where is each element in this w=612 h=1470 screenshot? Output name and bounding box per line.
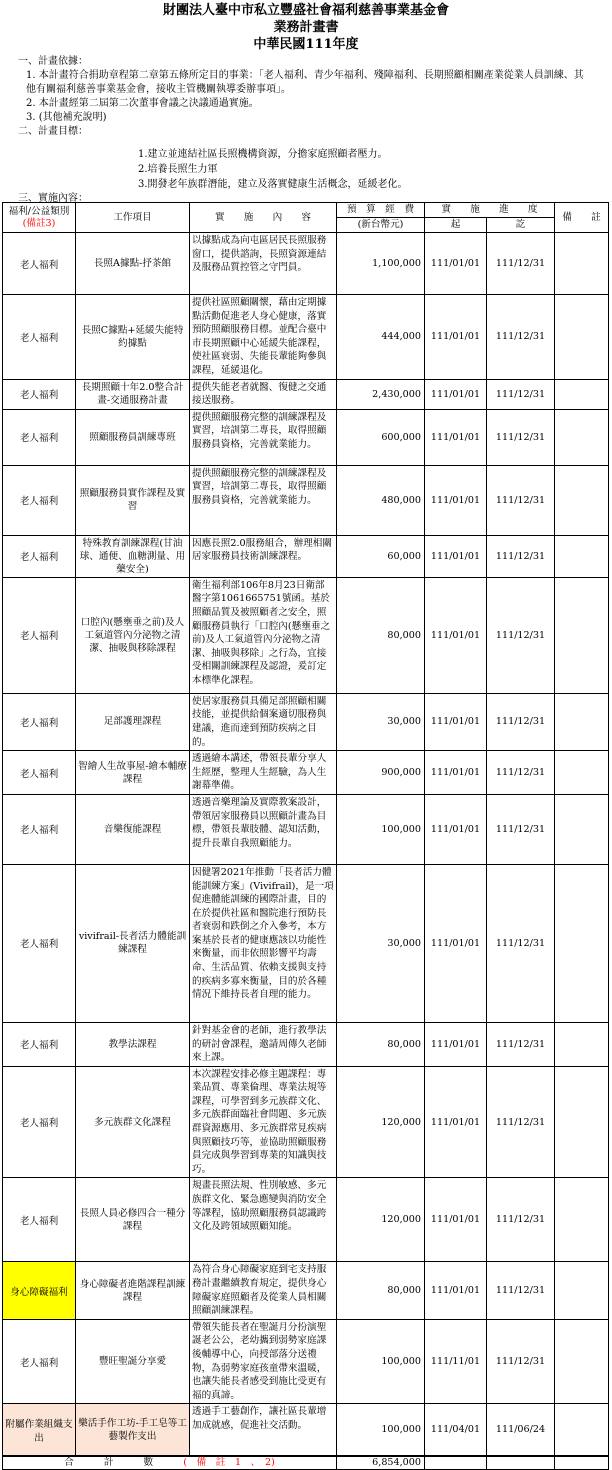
row-work-item: 長期照顧十年2.0整合計畫-交通服務計畫	[76, 379, 190, 409]
total-amount: 6,854,000	[337, 1456, 425, 1470]
row-start-date: 111/01/01	[425, 1022, 487, 1066]
row-content: 提供社區照顧關懷，藉由定期據點活動促進老人身心健康，落實預防照顧服務目標。並配合臺中市長期照顧中心延緩失能課程，使社區衰弱、失能長輩能夠參與課程，延緩退化。	[190, 295, 337, 380]
row-budget: 444,000	[337, 295, 425, 380]
row-work-item: 教學法課程	[76, 1022, 190, 1066]
table-row	[3, 1319, 609, 1404]
row-content: 透過音樂理論及實際教案設計，帶領居家服務員以照顧計畫為目標，帶領長輩肢體、認知活動，提升長輩自我照顧能力。	[190, 794, 337, 864]
row-work-item: 音樂復能課程	[76, 794, 190, 864]
row-category: 老人福利	[3, 295, 76, 380]
table-row	[3, 379, 609, 409]
row-work-item: 長照C據點+延緩失能特約據點	[76, 295, 190, 380]
row-work-item: 照顧服務員訓練專班	[76, 409, 190, 465]
row-content: 透過繪本講述，帶領長輩分享人生經歷，整理人生經驗，為人生謝幕準備。	[190, 751, 337, 795]
goals-title: 二、計畫目標：	[18, 126, 88, 137]
row-start-date: 111/01/01	[425, 794, 487, 864]
row-start-date: 111/01/01	[425, 1178, 487, 1262]
row-end-date: 111/12/31	[487, 1262, 555, 1319]
row-work-item: 長照A據點-抒茶館	[76, 233, 190, 295]
table-row	[3, 295, 609, 380]
goal-item-3: 3.開發老年族群潛能，建立及落實健康生活概念，延緩老化。	[138, 179, 408, 190]
table-row	[3, 693, 609, 750]
row-end-date: 111/12/31	[487, 577, 555, 693]
row-remarks	[555, 794, 609, 864]
row-start-date: 111/01/01	[425, 379, 487, 409]
organization-name: 財團法人臺中市私立豐盛社會福利慈善事業基金會	[162, 3, 449, 18]
total-note: ( 備 註 1 、 2)	[183, 1456, 275, 1468]
row-category: 老人福利	[3, 1178, 76, 1262]
row-start-date: 111/01/01	[425, 751, 487, 795]
row-budget: 1,100,000	[337, 233, 425, 295]
row-category: 老人福利	[3, 233, 76, 295]
row-budget: 80,000	[337, 1262, 425, 1319]
header-end: 訖	[487, 218, 555, 233]
total-label: 合 計 數 ( 備 註 1 、 2)	[3, 1456, 337, 1470]
table-row	[3, 751, 609, 795]
row-end-date: 111/12/31	[487, 465, 555, 535]
row-work-item: 足部護理課程	[76, 693, 190, 750]
row-end-date: 111/12/31	[487, 1319, 555, 1404]
row-content: 提供照顧服務完整的訓練課程及實習，培訓第二專長，取得照顧服務員資格，完善就業能力。	[190, 409, 337, 465]
row-budget: 120,000	[337, 1178, 425, 1262]
row-end-date: 111/12/31	[487, 864, 555, 1022]
header-start: 起	[425, 218, 487, 233]
table-row	[3, 1178, 609, 1262]
plan-table	[2, 202, 609, 1470]
table-row	[3, 577, 609, 693]
row-category: 老人福利	[3, 1022, 76, 1066]
row-category: 老人福利	[3, 794, 76, 864]
header-work-item: 工作項目	[76, 203, 190, 233]
row-content: 提供失能老者就醫、復健之交通接送服務。	[190, 379, 337, 409]
row-category: 附屬作業組織支出	[3, 1404, 76, 1456]
header-budget-unit: (新台幣元)	[337, 218, 425, 233]
row-work-item: 樂活手作工坊-手工皂等工藝製作支出	[76, 1404, 190, 1456]
row-category: 老人福利	[3, 409, 76, 465]
row-content: 使居家服務員具備足部照顧相關技能，並提供給個案適切服務與建議，進而達到預防疾病之目的。	[190, 693, 337, 750]
row-budget: 30,000	[337, 864, 425, 1022]
row-content: 為符合身心障礙家庭到宅支持服務計畫繼續教育規定，提供身心障礙家庭照顧者及從業人員相關照顧訓練課程。	[190, 1262, 337, 1319]
table-row	[3, 233, 609, 295]
row-budget: 120,000	[337, 1066, 425, 1178]
row-content: 因應長照2.0服務組合，辦理相關居家服務員技術訓練課程。	[190, 535, 337, 577]
row-start-date: 111/01/01	[425, 864, 487, 1022]
row-remarks	[555, 465, 609, 535]
row-remarks	[555, 535, 609, 577]
row-end-date: 111/12/31	[487, 1066, 555, 1178]
table-row	[3, 1262, 609, 1319]
row-category: 老人福利	[3, 465, 76, 535]
row-category: 老人福利	[3, 751, 76, 795]
row-remarks	[555, 295, 609, 380]
row-end-date: 111/12/31	[487, 535, 555, 577]
row-end-date: 111/06/24	[487, 1404, 555, 1456]
basis-item-3: 3. (其他補充說明)	[26, 112, 107, 123]
header-category-label: 福利/公益類別	[8, 205, 70, 217]
row-budget: 600,000	[337, 409, 425, 465]
row-work-item: 長照人員必修四合一種分課程	[76, 1178, 190, 1262]
row-end-date: 111/12/31	[487, 295, 555, 380]
header-remarks: 備 註	[555, 203, 609, 233]
row-work-item: 照顧服務員實作課程及實習	[76, 465, 190, 535]
row-start-date: 111/01/01	[425, 1066, 487, 1178]
row-end-date: 111/12/31	[487, 233, 555, 295]
row-start-date: 111/01/01	[425, 409, 487, 465]
row-budget: 100,000	[337, 1319, 425, 1404]
header-category	[3, 203, 76, 233]
row-work-item: 口腔內(懸壅垂之前)及人工氣道管內分泌物之清潔、抽吸與移除課程	[76, 577, 190, 693]
row-remarks	[555, 693, 609, 750]
document-year: 中華民國111年度	[253, 37, 359, 52]
row-category: 老人福利	[3, 379, 76, 409]
total-row	[3, 1456, 609, 1470]
basis-item-1: 1. 本計畫符合捐助章程第二章第五條所定目的事業：「老人福利、青少年福利、殘障福利、長期照顧相關產業從業人員訓練、其他有關福利慈善事業基金會，接收主管機關執導委辦事項」。	[26, 70, 584, 95]
header-category-note: (備註3)	[22, 217, 56, 229]
row-end-date: 111/12/31	[487, 409, 555, 465]
row-start-date: 111/01/01	[425, 233, 487, 295]
row-content: 針對基金會的老師，進行教學法的研討會課程，邀請周傳久老師來上課。	[190, 1022, 337, 1066]
row-budget: 2,430,000	[337, 379, 425, 409]
row-budget: 80,000	[337, 577, 425, 693]
row-start-date: 111/01/01	[425, 535, 487, 577]
row-content: 規畫長照法規、性別敏感、多元族群文化、緊急應變與消防安全等課程，協助照顧服務員認識跨文化及跨領域照顧知能。	[190, 1178, 337, 1262]
table-row	[3, 465, 609, 535]
row-start-date: 111/01/01	[425, 693, 487, 750]
row-remarks	[555, 233, 609, 295]
row-remarks	[555, 1404, 609, 1456]
basis-title: 一、計畫依據：	[18, 56, 88, 67]
row-work-item: 智繪人生故事屋-繪本輔療課程	[76, 751, 190, 795]
row-category: 老人福利	[3, 577, 76, 693]
row-end-date: 111/12/31	[487, 1178, 555, 1262]
row-category: 身心障礙福利	[3, 1262, 76, 1319]
row-end-date: 111/12/31	[487, 379, 555, 409]
row-content: 提供照顧服務完整的訓練課程及實習，培訓第二專長，取得照顧服務員資格，完善就業能力。	[190, 465, 337, 535]
row-start-date: 111/01/01	[425, 295, 487, 380]
header-progress: 實 施 進 度	[425, 203, 555, 218]
row-remarks	[555, 1066, 609, 1178]
row-category: 老人福利	[3, 1319, 76, 1404]
table-row	[3, 1022, 609, 1066]
row-category: 老人福利	[3, 535, 76, 577]
header-budget: 預 算 經 費	[337, 203, 425, 218]
row-remarks	[555, 751, 609, 795]
table-row	[3, 1066, 609, 1178]
row-budget: 80,000	[337, 1022, 425, 1066]
table-row	[3, 794, 609, 864]
row-work-item: 身心障礙者進階課程訓練課程	[76, 1262, 190, 1319]
row-category: 老人福利	[3, 864, 76, 1022]
row-end-date: 111/12/31	[487, 751, 555, 795]
row-budget: 30,000	[337, 693, 425, 750]
row-budget: 60,000	[337, 535, 425, 577]
row-remarks	[555, 864, 609, 1022]
row-start-date: 111/01/01	[425, 465, 487, 535]
implementation-title: 三、實施內容：	[18, 193, 88, 204]
table-row	[3, 1404, 609, 1456]
row-work-item: vivifrail-長者活力體能訓練課程	[76, 864, 190, 1022]
row-start-date: 111/04/01	[425, 1404, 487, 1456]
row-content: 因健署2021年推動「長者活力體能訓練方案」(Vivifrail)，是一項促進體能訓練的國際計畫，目的在於提供社區和醫院進行預防長者衰弱和跌倒之介入參考，本方案基於長者的健康應該以功能性來衡量，而非依照影響平均壽命、生活品質、依賴支援與支持的疾病多寡來衡量，目的於各種情況下維持長者自理的能力。	[190, 864, 337, 1022]
row-budget: 480,000	[337, 465, 425, 535]
row-content: 帶領失能長者在聖誕月分扮演聖誕老公公，老幼攜到弱勢家庭課後輔導中心，向授部落分送禮物，為弱勢家庭孩童帶來溫暖，也讓失能長者感受到施比受更有福的真諦。	[190, 1319, 337, 1404]
goal-item-1: 1.建立並連結社區長照機構資源，分擔家庭照顧者壓力。	[138, 149, 388, 160]
basis-item-2: 2. 本計畫經第二屆第二次董事會議之決議通過實施。	[26, 98, 259, 109]
row-content: 衛生福利部106年8月23日衛部醫字第1061665751號函。基於照顧品質及被照顧者之安全，照顧服務員執行「口腔內(懸壅垂之前)及人工氣道管內分泌物之清潔、抽吸與移除」之行為，宜接受相關訓練課程及認證，爰訂定本標準化課程。	[190, 577, 337, 693]
table-row	[3, 409, 609, 465]
row-remarks	[555, 1178, 609, 1262]
table-row	[3, 535, 609, 577]
row-remarks	[555, 1022, 609, 1066]
header-content: 實 施 內 容	[190, 203, 337, 233]
row-work-item: 多元族群文化課程	[76, 1066, 190, 1178]
row-end-date: 111/12/31	[487, 1022, 555, 1066]
row-end-date: 111/12/31	[487, 794, 555, 864]
row-budget: 100,000	[337, 1404, 425, 1456]
row-remarks	[555, 409, 609, 465]
row-remarks	[555, 1319, 609, 1404]
document-title: 業務計畫書	[273, 20, 339, 35]
basis-section	[0, 55, 612, 139]
row-end-date: 111/12/31	[487, 693, 555, 750]
row-category: 老人福利	[3, 693, 76, 750]
row-remarks	[555, 577, 609, 693]
row-work-item: 特殊教育訓練課程(甘油球、通便、血糖測量、用藥安全)	[76, 535, 190, 577]
row-start-date: 111/01/01	[425, 577, 487, 693]
row-work-item: 豐旺聖誕分享愛	[76, 1319, 190, 1404]
row-remarks	[555, 1262, 609, 1319]
row-content: 本次課程安排必修主題課程：專業品質、專業倫理、專業法規等課程，可學習到多元族群文化、多元族群面臨社會問題、多元族群資源應用、多元族群常見疾病與照顧技巧等，並協助照顧服務員完成與學習到專業的知識與技巧。	[190, 1066, 337, 1178]
row-content: 透過手工藝創作，讓社區長輩增加成就感，促進社交活動。	[190, 1404, 337, 1456]
goal-item-2: 2.培養長照生力軍	[138, 164, 218, 175]
row-content: 以據點成為向屯區居民長照服務窗口，提供諮詢，長照資源連結及服務品質控管之守門員。	[190, 233, 337, 295]
table-row	[3, 864, 609, 1022]
row-start-date: 111/11/01	[425, 1319, 487, 1404]
row-budget: 900,000	[337, 751, 425, 795]
row-category: 老人福利	[3, 1066, 76, 1178]
row-budget: 100,000	[337, 794, 425, 864]
row-remarks	[555, 379, 609, 409]
row-start-date: 111/01/01	[425, 1262, 487, 1319]
